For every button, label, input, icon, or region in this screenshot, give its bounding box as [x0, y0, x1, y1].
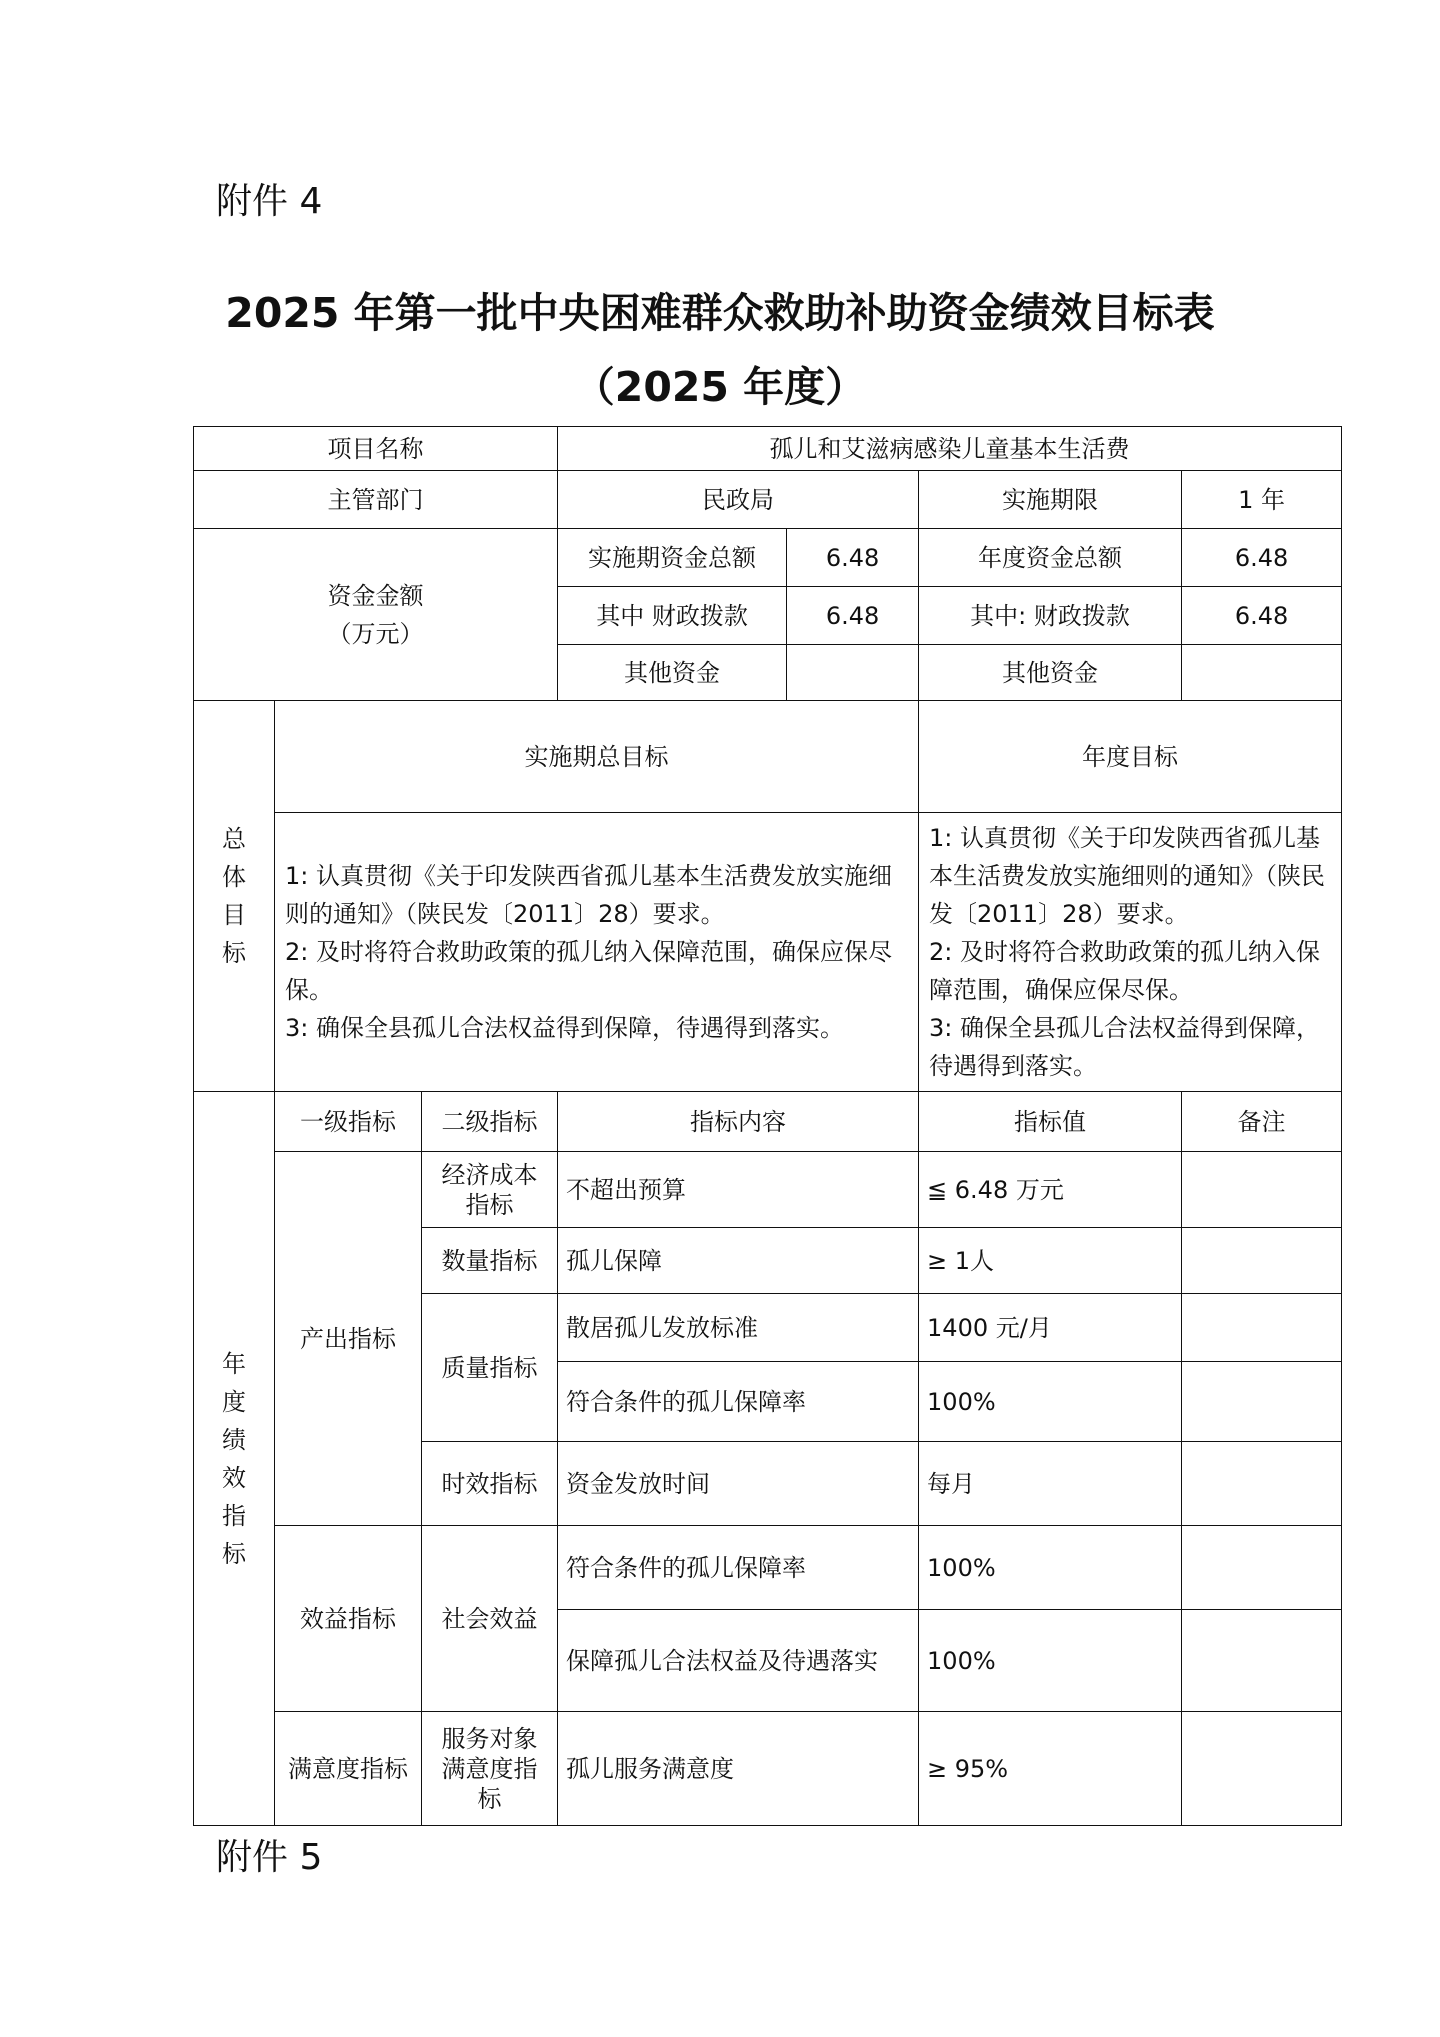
project-name-value: 孤儿和艾滋病感染儿童基本生活费 [558, 427, 1342, 471]
indicator-note [1182, 1526, 1342, 1610]
period-goal-1: 1: 认真贯彻《关于印发陕西省孤儿基本生活费发放实施细则的通知》（陕民发〔2011〕28）要求。 [285, 862, 892, 928]
indicator-note [1182, 1712, 1342, 1826]
project-name-label: 项目名称 [194, 427, 558, 471]
quality-indicator: 质量指标 [422, 1294, 558, 1442]
other-funds-value [787, 645, 919, 701]
indicator-note [1182, 1610, 1342, 1712]
overall-goal-label-text: 总体目标 [222, 825, 246, 967]
page-title: 2025 年第一批中央困难群众救助补助资金绩效目标表 [225, 289, 1215, 337]
service-satisfaction-indicator: 服务对象满意度指标 [422, 1712, 558, 1826]
funds-label-line2: （万元） [327, 619, 424, 648]
indicator-note [1182, 1362, 1342, 1442]
other-funds-label: 其他资金 [558, 645, 787, 701]
benefit-indicator: 效益指标 [275, 1526, 422, 1712]
period-label: 实施期限 [919, 471, 1182, 529]
period-goal-2: 2: 及时将符合救助政策的孤儿纳入保障范围，确保应保尽保。 [285, 938, 892, 1004]
indicator-header-row [194, 1092, 1342, 1152]
indicator-value: ≦ 6.48 万元 [919, 1152, 1182, 1228]
indicator-content: 孤儿保障 [558, 1228, 919, 1294]
level2-header: 二级指标 [422, 1092, 558, 1152]
timeliness-indicator: 时效指标 [422, 1442, 558, 1526]
funds-label-line1: 资金金额 [327, 581, 424, 610]
indicator-content: 符合条件的孤儿保障率 [558, 1362, 919, 1442]
overall-goal-label [194, 701, 275, 1092]
overall-header-row [194, 701, 1342, 813]
annual-goals [919, 813, 1342, 1092]
indicator-content: 符合条件的孤儿保障率 [558, 1526, 919, 1610]
indicator-value: ≥ 1人 [919, 1228, 1182, 1294]
indicator-value: 100% [919, 1526, 1182, 1610]
indicator-row [194, 1152, 1342, 1228]
annual-fiscal-value: 6.48 [1182, 587, 1342, 645]
performance-target-table [193, 426, 1342, 1826]
period-goals [275, 813, 919, 1092]
funds-label [194, 529, 558, 701]
annual-fiscal-label: 其中: 财政拨款 [919, 587, 1182, 645]
total-funds-label: 实施期资金总额 [558, 529, 787, 587]
annual-goal-2: 2: 及时将符合救助政策的孤儿纳入保障范围，确保应保尽保。 [929, 938, 1321, 1004]
funds-row-total [194, 529, 1342, 587]
level1-header: 一级指标 [275, 1092, 422, 1152]
annual-indicator-label [194, 1092, 275, 1826]
total-funds-value: 6.48 [787, 529, 919, 587]
indicator-content: 散居孤儿发放标准 [558, 1294, 919, 1362]
value-header: 指标值 [919, 1092, 1182, 1152]
annual-total-label: 年度资金总额 [919, 529, 1182, 587]
indicator-note [1182, 1228, 1342, 1294]
indicator-row [194, 1712, 1342, 1826]
output-indicator: 产出指标 [275, 1152, 422, 1526]
period-goal-header: 实施期总目标 [275, 701, 919, 813]
period-value: 1 年 [1182, 471, 1342, 529]
cost-indicator: 经济成本指标 [422, 1152, 558, 1228]
annual-total-value: 6.48 [1182, 529, 1342, 587]
annual-indicator-label-text: 年度绩效指标 [222, 1349, 246, 1568]
dept-row [194, 471, 1342, 529]
dept-label: 主管部门 [194, 471, 558, 529]
overall-goal-row [194, 813, 1342, 1092]
annual-other-label: 其他资金 [919, 645, 1182, 701]
indicator-content: 资金发放时间 [558, 1442, 919, 1526]
page-subtitle: （2025 年度） [573, 363, 867, 411]
note-header: 备注 [1182, 1092, 1342, 1152]
fiscal-value: 6.48 [787, 587, 919, 645]
indicator-value: 每月 [919, 1442, 1182, 1526]
indicator-note [1182, 1294, 1342, 1362]
indicator-note [1182, 1442, 1342, 1526]
indicator-content: 孤儿服务满意度 [558, 1712, 919, 1826]
fiscal-label: 其中 财政拨款 [558, 587, 787, 645]
dept-value: 民政局 [558, 471, 919, 529]
indicator-value: 100% [919, 1362, 1182, 1442]
annual-goal-3: 3: 确保全县孤儿合法权益得到保障，待遇得到落实。 [929, 1014, 1321, 1080]
quantity-indicator: 数量指标 [422, 1228, 558, 1294]
indicator-value: ≥ 95% [919, 1712, 1182, 1826]
indicator-value: 1400 元/月 [919, 1294, 1182, 1362]
indicator-content: 保障孤儿合法权益及待遇落实 [558, 1610, 919, 1712]
annex-label-bottom: 附件 5 [216, 1837, 323, 1878]
annual-goal-header: 年度目标 [919, 701, 1342, 813]
period-goal-3: 3: 确保全县孤儿合法权益得到保障，待遇得到落实。 [285, 1014, 844, 1042]
indicator-note [1182, 1152, 1342, 1228]
annex-label-top: 附件 4 [216, 181, 323, 222]
content-header: 指标内容 [558, 1092, 919, 1152]
satisfaction-indicator: 满意度指标 [275, 1712, 422, 1826]
indicator-value: 100% [919, 1610, 1182, 1712]
indicator-row [194, 1526, 1342, 1610]
annual-goal-1: 1: 认真贯彻《关于印发陕西省孤儿基本生活费发放实施细则的通知》（陕民发〔2011〕28）要求。 [929, 824, 1326, 928]
social-benefit-indicator: 社会效益 [422, 1526, 558, 1712]
annual-other-value [1182, 645, 1342, 701]
project-row [194, 427, 1342, 471]
indicator-content: 不超出预算 [558, 1152, 919, 1228]
